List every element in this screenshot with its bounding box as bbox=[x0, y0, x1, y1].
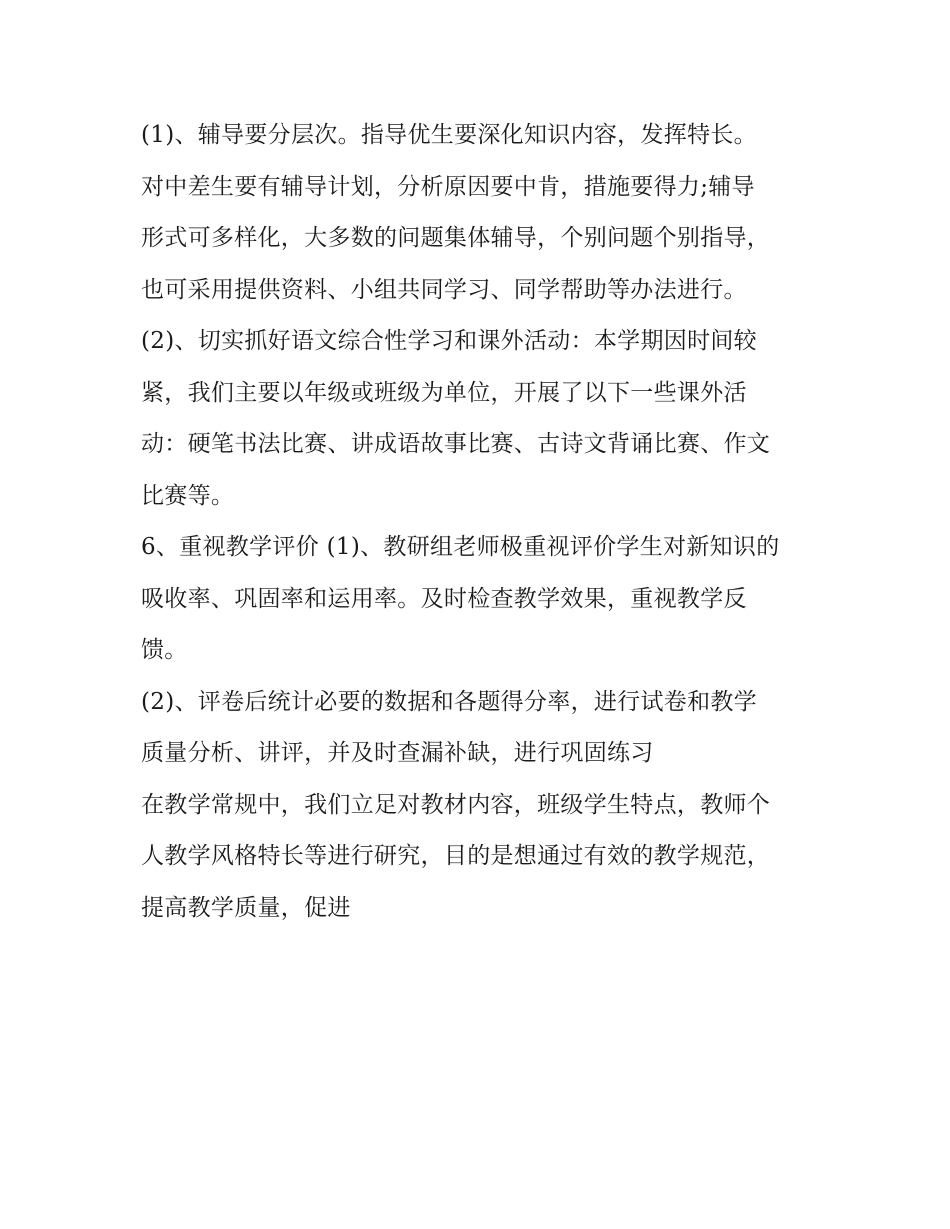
text-line: (2)、评卷后统计必要的数据和各题得分率，进行试卷和教学 bbox=[141, 688, 757, 715]
text-line: 馈。 bbox=[141, 637, 188, 663]
body-text bbox=[141, 110, 821, 934]
text-line: (2)、切实抓好语文综合性学习和课外活动：本学期因时间较 bbox=[141, 328, 757, 354]
text-line: 紧，我们主要以年级或班级为单位，开展了以下一些课外活 bbox=[141, 379, 747, 406]
text-line: 形式可多样化，大多数的问题集体辅导，个别问题个别指导， bbox=[141, 225, 771, 251]
text-line: 提高教学质量，促进 bbox=[141, 894, 351, 921]
text-line: 6、重视教学评价 (1)、教研组老师极重视评价学生对新知识的 bbox=[141, 534, 780, 560]
text-line: 人教学风格特长等进行研究，目的是想通过有效的教学规范， bbox=[141, 843, 771, 869]
text-line: 吸收率、巩固率和运用率。及时检查教学效果，重视教学反 bbox=[141, 585, 747, 612]
text-line: 也可采用提供资料、小组共同学习、同学帮助等办法进行。 bbox=[141, 276, 747, 303]
text-line: 动：硬笔书法比赛、讲成语故事比赛、古诗文背诵比赛、作文 bbox=[141, 431, 771, 457]
text-line: 质量分析、讲评，并及时查漏补缺，进行巩固练习 bbox=[141, 740, 654, 766]
text-line: 对中差生要有辅导计划，分析原因要中肯，措施要得力;辅导 bbox=[141, 173, 755, 200]
text-line: 在教学常规中，我们立足对教材内容，班级学生特点，教师个 bbox=[141, 791, 771, 818]
text-line: 比赛等。 bbox=[141, 482, 235, 509]
text-line: (1)、辅导要分层次。指导优生要深化知识内容，发挥特长。 bbox=[141, 122, 757, 148]
